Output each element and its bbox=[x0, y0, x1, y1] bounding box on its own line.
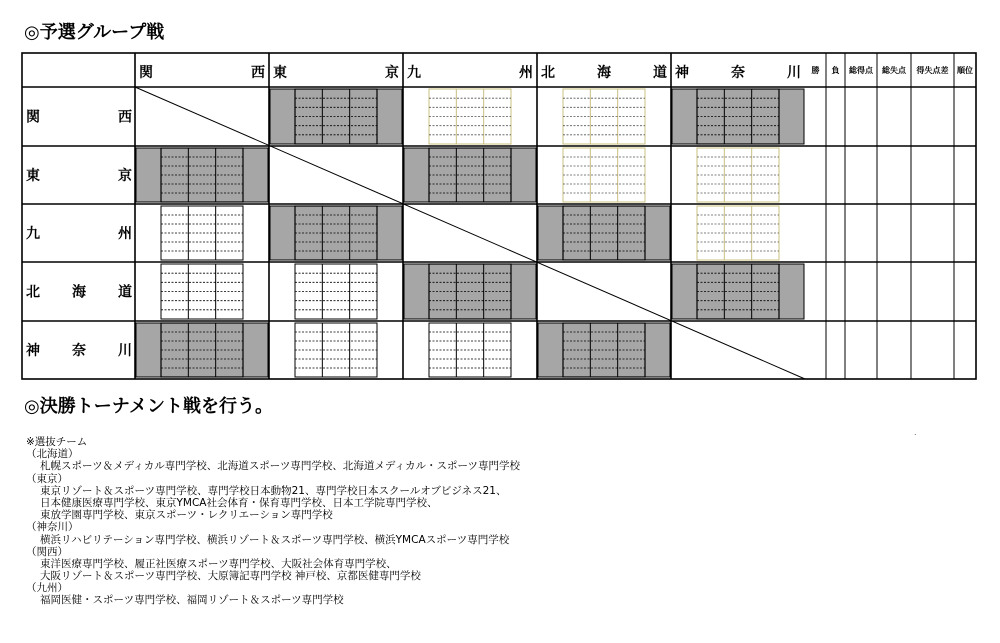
header-team-char: 西 bbox=[251, 65, 265, 81]
row-team-char: 東 bbox=[26, 168, 40, 184]
row-team-char: 道 bbox=[118, 284, 132, 301]
note-line: 札幌スポーツ＆メディカル専門学校、北海道スポーツ専門学校、北海道メディカル・スポーツ専門学校 bbox=[40, 460, 521, 473]
header-team-char: 京 bbox=[385, 65, 399, 81]
note-line: 横浜リハビリテーション専門学校、横浜リゾート＆スポーツ専門学校、横浜YMCAスポーツ専門学校 bbox=[40, 533, 510, 546]
stat-header: 得失点差 bbox=[916, 66, 949, 75]
stat-header: 総失点 bbox=[882, 66, 906, 75]
header-team-char: 道 bbox=[653, 65, 667, 81]
row-team-char: 九 bbox=[26, 226, 40, 242]
note-line: 東洋医療専門学校、履正社医療スポーツ専門学校、大阪社会体育専門学校、 bbox=[40, 557, 397, 570]
row-team-char: 川 bbox=[118, 343, 132, 359]
stat-header: 勝 bbox=[811, 66, 820, 75]
note-line: 福岡医健・スポーツ専門学校、福岡リゾート＆スポーツ専門学校 bbox=[40, 594, 344, 607]
note-line: 東京リゾート＆スポーツ専門学校、専門学校日本動物21、専門学校日本スクールオブビジネス21、 bbox=[40, 484, 507, 497]
stat-header: 順位 bbox=[957, 66, 973, 75]
note-line: （関西） bbox=[26, 545, 68, 558]
note-line: ※選抜チーム bbox=[26, 436, 88, 448]
group-stage-title: ◎予選グループ戦 bbox=[24, 22, 165, 43]
header-team-char: 九 bbox=[407, 65, 421, 81]
row-team-char: 海 bbox=[72, 284, 86, 301]
note-line: 大阪リゾート＆スポーツ専門学校、大原簿記専門学校 神戸校、京都医健専門学校 bbox=[40, 570, 421, 583]
note-line: （九州） bbox=[26, 582, 68, 595]
row-team-char: 関 bbox=[26, 109, 40, 126]
header-team-char: 関 bbox=[139, 65, 153, 81]
row-team-char: 西 bbox=[118, 109, 132, 126]
header-team-char: 州 bbox=[519, 65, 533, 81]
note-line: （東京） bbox=[26, 472, 68, 485]
note-line: （神奈川） bbox=[26, 521, 79, 534]
row-team-char: 神 bbox=[26, 343, 40, 359]
stat-header: 負 bbox=[831, 66, 840, 75]
header-team-char: 奈 bbox=[731, 65, 745, 81]
note-line: 東放学園専門学校、東京スポーツ・レクリエーション専門学校 bbox=[40, 509, 333, 522]
header-team-char: 北 bbox=[541, 65, 555, 81]
stat-header: 総得点 bbox=[849, 66, 873, 75]
note-line: （北海道） bbox=[26, 448, 79, 461]
note-line: 日本健康医療専門学校、東京YMCA社会体育・保育専門学校、日本工学院専門学校、 bbox=[40, 496, 438, 509]
row-team-char: 北 bbox=[26, 284, 40, 301]
header-team-char: 海 bbox=[597, 65, 611, 81]
row-team-char: 奈 bbox=[72, 343, 86, 359]
header-team-char: 東 bbox=[273, 65, 287, 81]
final-tournament-title: ◎決勝トーナメント戦を行う。 bbox=[24, 396, 273, 417]
header-team-char: 川 bbox=[787, 65, 801, 81]
stray-mark: . bbox=[914, 428, 917, 437]
row-team-char: 州 bbox=[118, 226, 132, 242]
header-team-char: 神 bbox=[675, 65, 689, 81]
row-team-char: 京 bbox=[118, 168, 132, 184]
selection-teams-notes bbox=[26, 436, 520, 607]
